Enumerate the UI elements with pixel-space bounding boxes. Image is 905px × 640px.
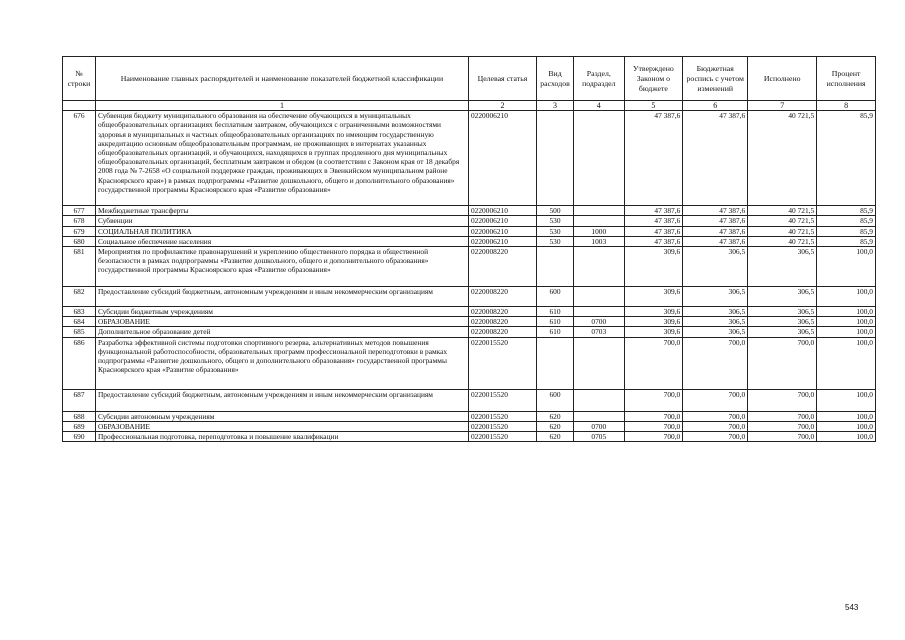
- row-percent: 100,0: [817, 247, 876, 287]
- row-section: [574, 337, 624, 389]
- table-row: [63, 307, 876, 317]
- row-target-article: 0220006210: [468, 216, 536, 226]
- header-executed: Исполнено: [748, 57, 817, 101]
- row-executed: 306,5: [748, 327, 817, 337]
- row-percent: 100,0: [817, 389, 876, 411]
- col-number: 8: [817, 101, 876, 111]
- table-row: [63, 432, 876, 442]
- row-expense-type: 620: [536, 411, 573, 421]
- row-number: 683: [63, 307, 96, 317]
- row-percent: 100,0: [817, 287, 876, 307]
- row-target-article: 0220015520: [468, 337, 536, 389]
- row-expense-type: [536, 337, 573, 389]
- row-name: ОБРАЗОВАНИЕ: [95, 317, 468, 327]
- row-name: Предоставление субсидий бюджетным, автономным учреждениям и иным некоммерческим организациям: [95, 389, 468, 411]
- row-section: [574, 111, 624, 206]
- table-row: [63, 327, 876, 337]
- row-section: [574, 216, 624, 226]
- row-section: [574, 287, 624, 307]
- row-number: 680: [63, 236, 96, 246]
- table-row: [63, 226, 876, 236]
- row-name: Предоставление субсидий бюджетным, автономным учреждениям и иным некоммерческим организациям: [95, 287, 468, 307]
- row-name: Субвенции: [95, 216, 468, 226]
- row-expense-type: 620: [536, 421, 573, 431]
- row-target-article: 0220015520: [468, 421, 536, 431]
- header-approved: Утверждено Законом о бюджете: [624, 57, 683, 101]
- header-section: Раздел, подраздел: [574, 57, 624, 101]
- row-budget-plan: 306,5: [683, 247, 748, 287]
- row-executed: 40 721,5: [748, 216, 817, 226]
- row-section: 0700: [574, 421, 624, 431]
- row-expense-type: 600: [536, 287, 573, 307]
- row-approved: 700,0: [624, 432, 683, 442]
- row-section: [574, 389, 624, 411]
- row-target-article: 0220015520: [468, 411, 536, 421]
- row-approved: 47 387,6: [624, 226, 683, 236]
- row-name: Разработка эффективной системы подготовки спортивного резерва, альтернативных методов повышения функциональной работоспособности, образовательных программ профессиональной переподготовки в рамках подпрограммы «Развитие дошкольного, общего и дополнительного образования» государственной программы Красноярского края «Развитие образования»: [95, 337, 468, 389]
- row-budget-plan: 700,0: [683, 337, 748, 389]
- col-number: 6: [683, 101, 748, 111]
- row-budget-plan: 700,0: [683, 421, 748, 431]
- row-number: 676: [63, 111, 96, 206]
- row-budget-plan: 47 387,6: [683, 236, 748, 246]
- budget-execution-table: [62, 56, 876, 442]
- row-budget-plan: 47 387,6: [683, 206, 748, 216]
- row-budget-plan: 47 387,6: [683, 111, 748, 206]
- row-name: ОБРАЗОВАНИЕ: [95, 421, 468, 431]
- page-number: 543: [845, 603, 859, 612]
- table-header-row: [63, 57, 876, 101]
- row-section: 0700: [574, 317, 624, 327]
- row-budget-plan: 306,5: [683, 287, 748, 307]
- row-percent: 100,0: [817, 317, 876, 327]
- row-percent: 100,0: [817, 307, 876, 317]
- row-executed: 700,0: [748, 432, 817, 442]
- row-budget-plan: 700,0: [683, 411, 748, 421]
- row-approved: 700,0: [624, 421, 683, 431]
- row-approved: 309,6: [624, 247, 683, 287]
- row-budget-plan: 306,5: [683, 307, 748, 317]
- table-row: [63, 317, 876, 327]
- row-number: 679: [63, 226, 96, 236]
- table-row: [63, 287, 876, 307]
- row-budget-plan: 700,0: [683, 432, 748, 442]
- row-approved: 47 387,6: [624, 236, 683, 246]
- row-budget-plan: 700,0: [683, 389, 748, 411]
- row-executed: 700,0: [748, 421, 817, 431]
- row-name: Межбюджетные трансферты: [95, 206, 468, 216]
- col-number: 2: [468, 101, 536, 111]
- col-number: 4: [574, 101, 624, 111]
- row-approved: 700,0: [624, 337, 683, 389]
- column-number-row: [63, 101, 876, 111]
- row-section: 1000: [574, 226, 624, 236]
- row-executed: 40 721,5: [748, 226, 817, 236]
- row-percent: 85,9: [817, 111, 876, 206]
- row-number: 687: [63, 389, 96, 411]
- row-executed: 306,5: [748, 307, 817, 317]
- row-target-article: 0220015520: [468, 389, 536, 411]
- row-section: 0705: [574, 432, 624, 442]
- row-expense-type: 610: [536, 327, 573, 337]
- header-budget-plan: Бюджетная роспись с учетом изменений: [683, 57, 748, 101]
- row-number: 685: [63, 327, 96, 337]
- row-executed: 40 721,5: [748, 206, 817, 216]
- table-row: [63, 337, 876, 389]
- row-number: 684: [63, 317, 96, 327]
- row-target-article: 0220006210: [468, 226, 536, 236]
- row-target-article: 0220008220: [468, 307, 536, 317]
- row-executed: 700,0: [748, 389, 817, 411]
- row-approved: 309,6: [624, 327, 683, 337]
- row-expense-type: 610: [536, 307, 573, 317]
- row-number: 686: [63, 337, 96, 389]
- row-section: 1003: [574, 236, 624, 246]
- row-percent: 100,0: [817, 432, 876, 442]
- row-section: [574, 411, 624, 421]
- col-number: 3: [536, 101, 573, 111]
- row-budget-plan: 47 387,6: [683, 226, 748, 236]
- row-executed: 40 721,5: [748, 236, 817, 246]
- table-row: [63, 421, 876, 431]
- header-expense-type: Вид расходов: [536, 57, 573, 101]
- row-percent: 85,9: [817, 236, 876, 246]
- header-percent: Процент исполнения: [817, 57, 876, 101]
- row-number: 677: [63, 206, 96, 216]
- row-number: 681: [63, 247, 96, 287]
- row-target-article: 0220006210: [468, 111, 536, 206]
- row-name: Субвенция бюджету муниципального образования на обеспечение обучающихся в муниципальных общеобразовательных организациях бесплатным завтраком, обучающихся с ограниченными возможностями здоровья в муниципальных и частных общеобразовательных организациях по имеющим государственную аккредитацию основным общеобразовательным программам, не проживающих в интернатах указанных общеобразовательных организаций, и обучающихся, находящихся в группах продленного дня муниципальных общеобразовательных организаций, бесплатным завтраком и обедом (в соответствии с Законом края от 18 декабря 2008 года № 7-2658 «О социальной поддержке граждан, проживающих в Эвенкийском муниципальном районе Красноярского края») в рамках подпрограммы «Развитие дошкольного, общего и дополнительного образования» государственной программы Красноярского края «Развитие образования»: [95, 111, 468, 206]
- row-number: 690: [63, 432, 96, 442]
- table-body: [63, 111, 876, 442]
- row-name: Дополнительное образование детей: [95, 327, 468, 337]
- row-section: 0703: [574, 327, 624, 337]
- row-expense-type: 530: [536, 226, 573, 236]
- row-number: 678: [63, 216, 96, 226]
- row-budget-plan: 306,5: [683, 317, 748, 327]
- row-target-article: 0220006210: [468, 206, 536, 216]
- row-executed: 700,0: [748, 337, 817, 389]
- row-executed: 306,5: [748, 317, 817, 327]
- row-approved: 700,0: [624, 411, 683, 421]
- table-row: [63, 206, 876, 216]
- row-expense-type: 530: [536, 236, 573, 246]
- row-section: [574, 307, 624, 317]
- row-percent: 100,0: [817, 421, 876, 431]
- row-name: Социальное обеспечение населения: [95, 236, 468, 246]
- table-row: [63, 236, 876, 246]
- row-approved: 309,6: [624, 307, 683, 317]
- row-expense-type: [536, 111, 573, 206]
- row-percent: 85,9: [817, 226, 876, 236]
- row-budget-plan: 306,5: [683, 327, 748, 337]
- row-name: СОЦИАЛЬНАЯ ПОЛИТИКА: [95, 226, 468, 236]
- row-percent: 85,9: [817, 206, 876, 216]
- row-approved: 700,0: [624, 389, 683, 411]
- row-name: Субсидии бюджетным учреждениям: [95, 307, 468, 317]
- table-row: [63, 111, 876, 206]
- row-expense-type: [536, 247, 573, 287]
- table-row: [63, 216, 876, 226]
- row-number: 688: [63, 411, 96, 421]
- row-executed: 306,5: [748, 247, 817, 287]
- row-approved: 47 387,6: [624, 216, 683, 226]
- col-number: 1: [95, 101, 468, 111]
- row-approved: 309,6: [624, 287, 683, 307]
- row-number: 682: [63, 287, 96, 307]
- row-percent: 100,0: [817, 327, 876, 337]
- row-percent: 100,0: [817, 337, 876, 389]
- row-expense-type: 610: [536, 317, 573, 327]
- row-target-article: 0220008220: [468, 247, 536, 287]
- row-approved: 47 387,6: [624, 111, 683, 206]
- header-name: Наименование главных распорядителей и наименование показателей бюджетной классификации: [95, 57, 468, 101]
- row-section: [574, 206, 624, 216]
- row-target-article: 0220008220: [468, 287, 536, 307]
- header-target-article: Целевая статья: [468, 57, 536, 101]
- table-row: [63, 411, 876, 421]
- row-approved: 47 387,6: [624, 206, 683, 216]
- row-expense-type: 620: [536, 432, 573, 442]
- row-expense-type: 530: [536, 216, 573, 226]
- row-approved: 309,6: [624, 317, 683, 327]
- row-number: 689: [63, 421, 96, 431]
- row-executed: 40 721,5: [748, 111, 817, 206]
- row-executed: 306,5: [748, 287, 817, 307]
- row-name: Профессиональная подготовка, переподготовка и повышение квалификации: [95, 432, 468, 442]
- row-expense-type: 500: [536, 206, 573, 216]
- row-target-article: 0220008220: [468, 327, 536, 337]
- row-target-article: 0220006210: [468, 236, 536, 246]
- table-row: [63, 389, 876, 411]
- row-percent: 85,9: [817, 216, 876, 226]
- row-budget-plan: 47 387,6: [683, 216, 748, 226]
- col-number: 5: [624, 101, 683, 111]
- row-percent: 100,0: [817, 411, 876, 421]
- row-section: [574, 247, 624, 287]
- row-expense-type: 600: [536, 389, 573, 411]
- row-name: Субсидии автономным учреждениям: [95, 411, 468, 421]
- row-target-article: 0220008220: [468, 317, 536, 327]
- header-row-number: № строки: [63, 57, 96, 101]
- row-target-article: 0220015520: [468, 432, 536, 442]
- row-name: Мероприятия по профилактике правонарушений и укреплению общественного порядка и общественной безопасности в рамках подпрограммы «Развитие дошкольного, общего и дополнительного образования» государственной программы Красноярского края «Развитие образования»: [95, 247, 468, 287]
- col-number: 7: [748, 101, 817, 111]
- row-executed: 700,0: [748, 411, 817, 421]
- table-row: [63, 247, 876, 287]
